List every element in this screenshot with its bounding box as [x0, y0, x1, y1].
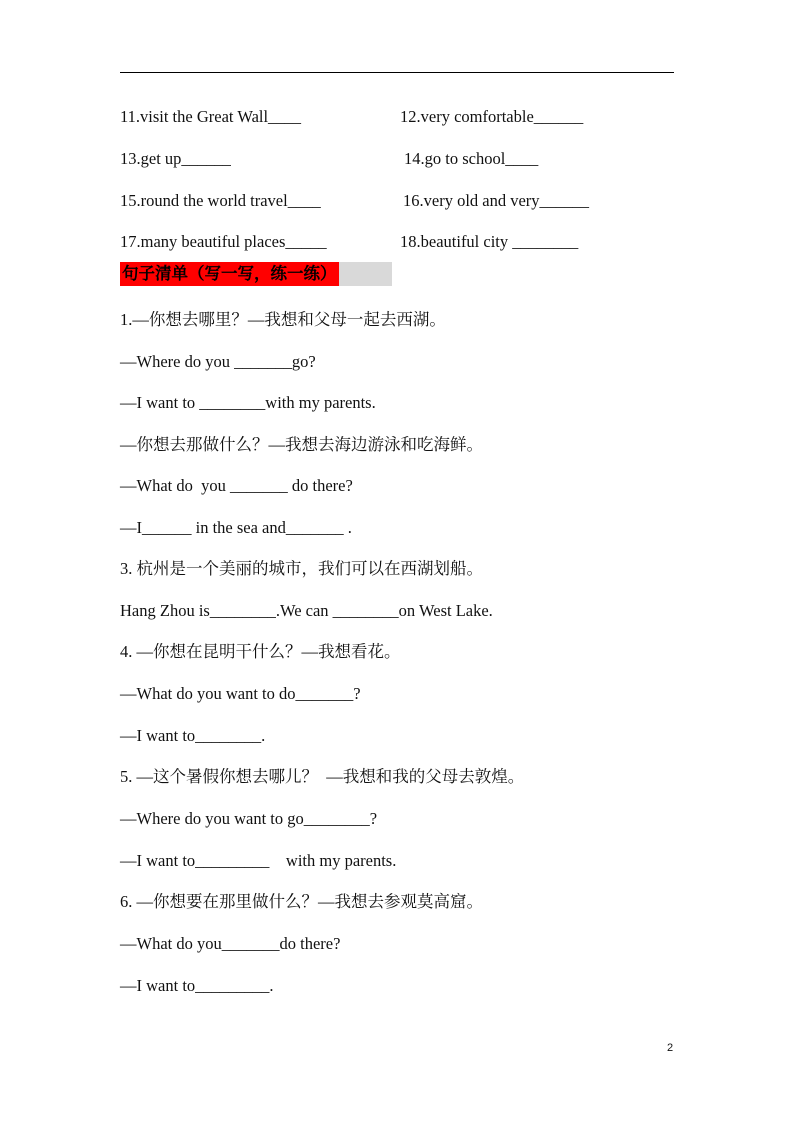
sentence-line: Hang Zhou is________.We can ________on West Lake.	[120, 601, 493, 620]
sentence-line: 6. —你想要在那里做什么？—我想去参观莫高窟。	[120, 892, 483, 911]
phrase-15: 15.round the world travel____	[120, 191, 321, 210]
phrase-16: 16.very old and very______	[403, 191, 590, 210]
sentence-line: —I want to_________ with my parents.	[120, 851, 397, 870]
sentence-line: —I______ in the sea and_______ .	[120, 518, 352, 537]
sentence-line: —I want to________.	[120, 726, 266, 745]
sentence-line: —Where do you _______go?	[120, 352, 316, 371]
sentence-line: —What do you want to do_______?	[120, 684, 361, 703]
header-rule	[120, 72, 674, 73]
sentence-line: 3. 杭州是一个美丽的城市，我们可以在西湖划船。	[120, 559, 483, 578]
sentence-line: —I want to_________.	[120, 976, 274, 995]
sentence-line: —I want to ________with my parents.	[120, 393, 376, 412]
sentence-line: 4. —你想在昆明干什么？—我想看花。	[120, 642, 401, 661]
phrase-18: 18.beautiful city ________	[400, 232, 579, 251]
sentence-line: —What do you _______ do there?	[120, 476, 353, 495]
phrase-17: 17.many beautiful places_____	[120, 232, 327, 251]
phrase-14: 14.go to school____	[404, 149, 539, 168]
sentence-line: 5. —这个暑假你想去哪儿？ —我想和我的父母去敦煌。	[120, 767, 525, 786]
sentence-line: —What do you_______do there?	[120, 934, 341, 953]
page-number: 2	[667, 1042, 674, 1054]
section-heading-bar	[120, 262, 392, 286]
phrase-12: 12.very comfortable______	[400, 107, 584, 126]
phrase-13: 13.get up______	[120, 149, 231, 168]
sentence-line: —Where do you want to go________?	[120, 809, 378, 828]
phrase-11: 11.visit the Great Wall____	[120, 107, 302, 126]
sentence-line: 1.—你想去哪里？—我想和父母一起去西湖。	[120, 310, 446, 329]
section-heading: 句子清单（写一写，练一练）	[120, 262, 339, 286]
sentence-line: —你想去那做什么？—我想去海边游泳和吃海鲜。	[120, 435, 483, 454]
